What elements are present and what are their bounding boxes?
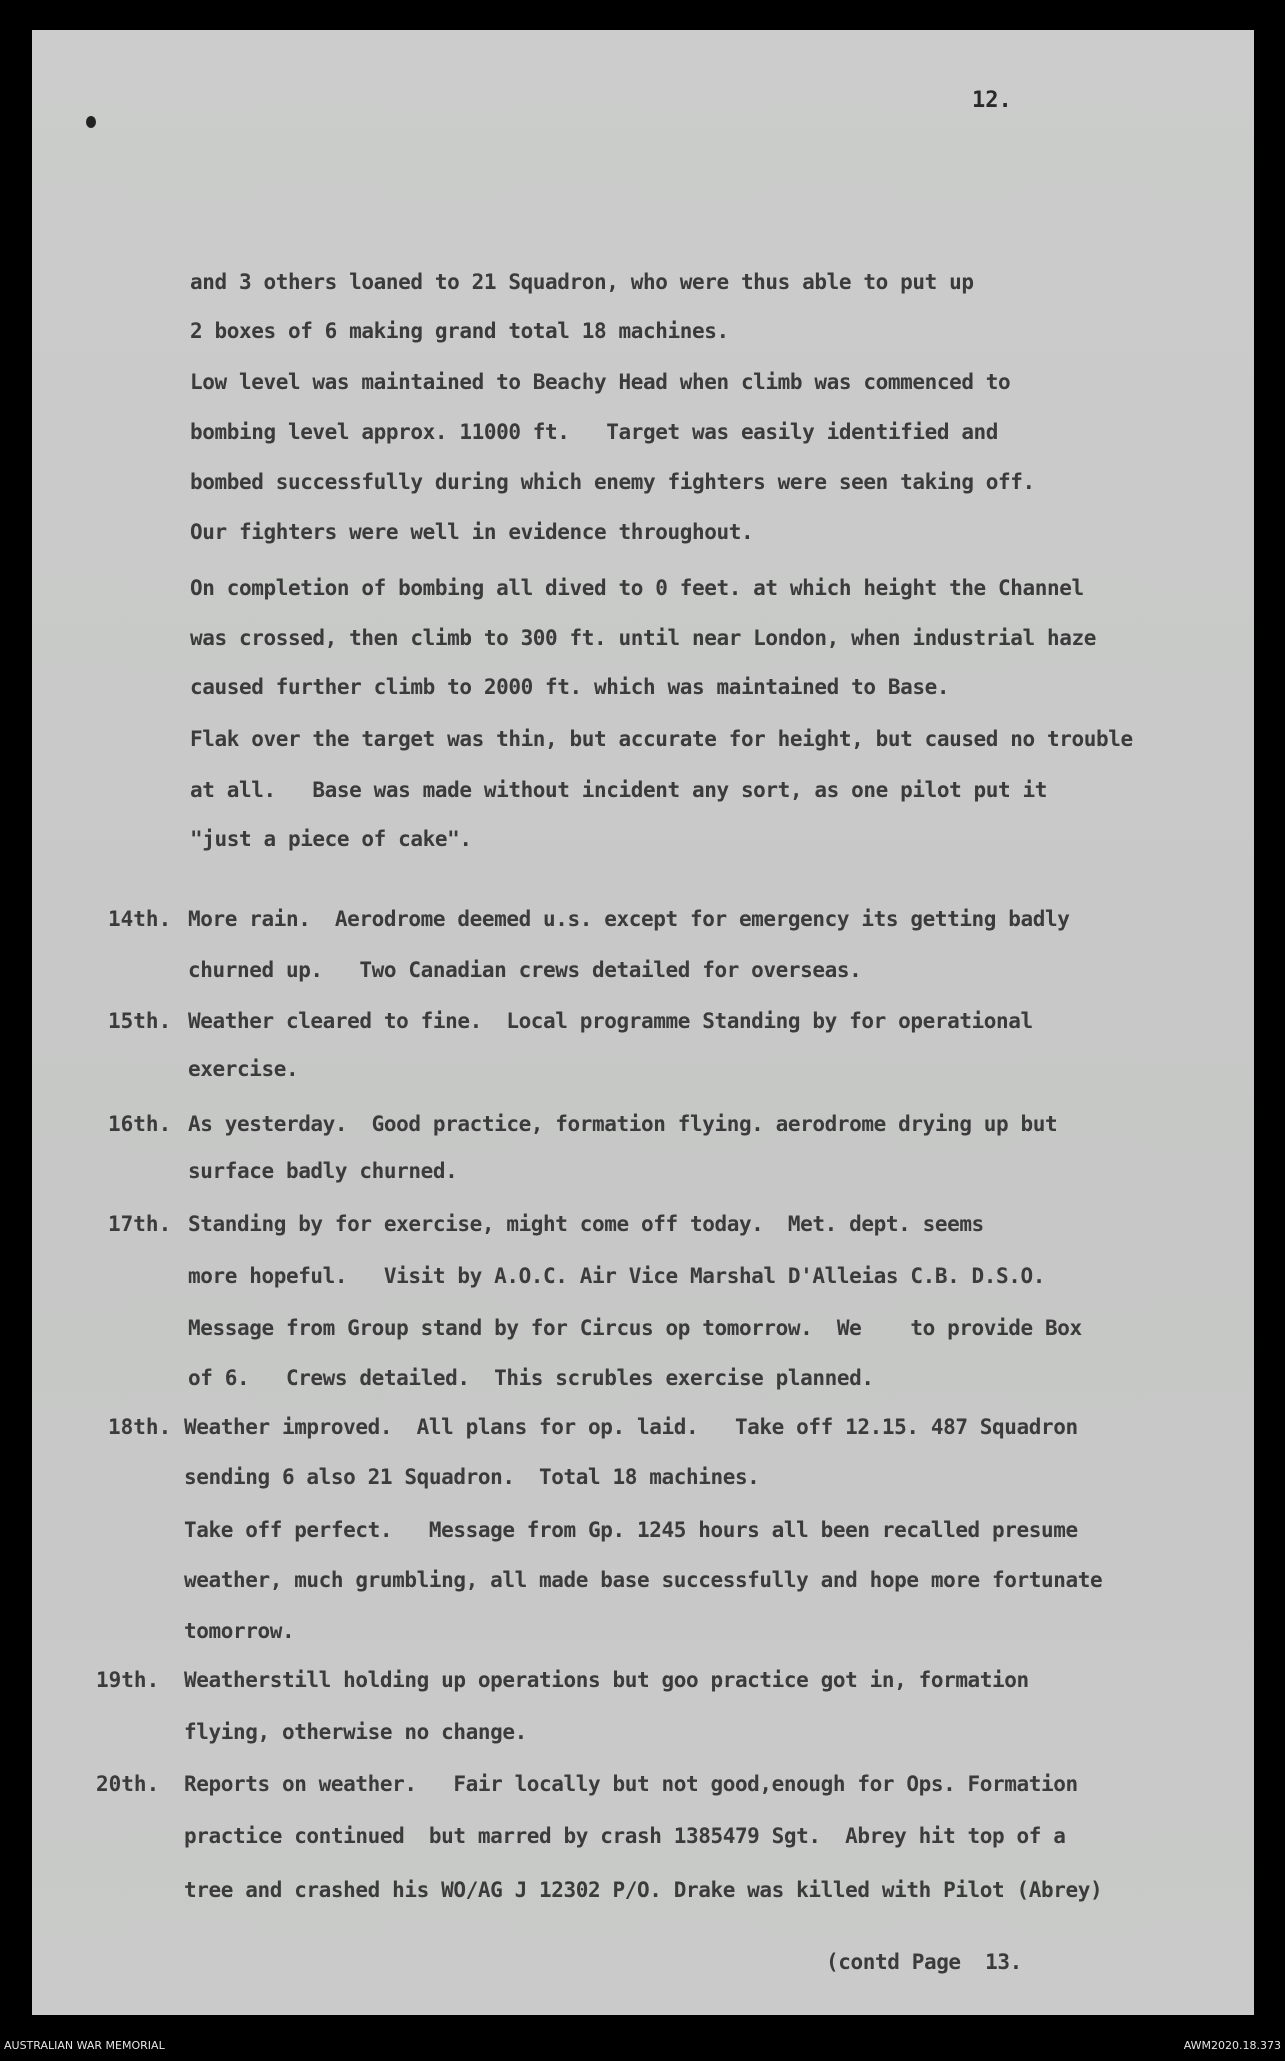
entry-line: flying, otherwise no change.	[184, 1720, 527, 1744]
intro-line: was crossed, then climb to 300 ft. until near London, when industrial haze	[190, 626, 1096, 650]
intro-line: Low level was maintained to Beachy Head when climb was commenced to	[190, 370, 1011, 394]
entry-line: Weatherstill holding up operations but goo practice got in, formation	[184, 1668, 1029, 1692]
entry-line: Message from Group stand by for Circus op tomorrow. We to provide Box	[188, 1316, 1082, 1340]
entry-line: tomorrow.	[184, 1619, 295, 1643]
entry-line: Standing by for exercise, might come off today. Met. dept. seems	[188, 1212, 984, 1236]
entry-line: Reports on weather. Fair locally but not good,enough for Ops. Formation	[184, 1772, 1078, 1796]
entry-date: 20th.	[96, 1772, 160, 1796]
footer-archive-name: AUSTRALIAN WAR MEMORIAL	[4, 2039, 165, 2052]
intro-line: bombing level approx. 11000 ft. Target was easily identified and	[190, 420, 999, 444]
entry-line: As yesterday. Good practice, formation flying. aerodrome drying up but	[188, 1112, 1058, 1136]
entry-line: More rain. Aerodrome deemed u.s. except for emergency its getting badly	[188, 907, 1070, 931]
entry-date: 14th.	[108, 907, 172, 931]
entry-date: 19th.	[96, 1668, 160, 1692]
entry-line: more hopeful. Visit by A.O.C. Air Vice Marshal D'Alleias C.B. D.S.O.	[188, 1264, 1046, 1288]
entry-line: Weather cleared to fine. Local programme Standing by for operational	[188, 1009, 1033, 1033]
intro-line: Flak over the target was thin, but accurate for height, but caused no trouble	[190, 727, 1133, 751]
entry-line: weather, much grumbling, all made base successfully and hope more fortunate	[184, 1568, 1103, 1592]
entry-line: tree and crashed his WO/AG J 12302 P/O. Drake was killed with Pilot (Abrey)	[184, 1878, 1103, 1902]
footer-reference: AWM2020.18.373	[1183, 2039, 1281, 2052]
entry-line: of 6. Crews detailed. This scrubles exercise planned.	[188, 1366, 874, 1390]
entry-date: 16th.	[108, 1112, 172, 1136]
punch-hole-mark	[86, 116, 96, 128]
entry-line: surface badly churned.	[188, 1159, 458, 1183]
intro-line: at all. Base was made without incident any sort, as one pilot put it	[190, 778, 1048, 802]
entry-line: Weather improved. All plans for op. laid. Take off 12.15. 487 Squadron	[184, 1415, 1078, 1439]
page-number: 12.	[972, 88, 1012, 113]
intro-line: caused further climb to 2000 ft. which was maintained to Base.	[190, 675, 950, 699]
entry-line: sending 6 also 21 Squadron. Total 18 machines.	[184, 1465, 760, 1489]
entry-date: 15th.	[108, 1009, 172, 1033]
intro-line: Our fighters were well in evidence throughout.	[190, 520, 754, 544]
entry-line: churned up. Two Canadian crews detailed for overseas.	[188, 958, 862, 982]
intro-line: 2 boxes of 6 making grand total 18 machines.	[190, 319, 729, 343]
continuation-note: (contd Page 13.	[826, 1950, 1022, 1974]
entry-line: exercise.	[188, 1057, 299, 1081]
intro-line: "just a piece of cake".	[190, 827, 472, 851]
entry-date: 18th.	[108, 1415, 172, 1439]
entry-date: 17th.	[108, 1212, 172, 1236]
intro-line: On completion of bombing all dived to 0 feet. at which height the Channel	[190, 576, 1084, 600]
entry-line: Take off perfect. Message from Gp. 1245 hours all been recalled presume	[184, 1518, 1078, 1542]
intro-line: bombed successfully during which enemy fighters were seen taking off.	[190, 470, 1035, 494]
entry-line: practice continued but marred by crash 1385479 Sgt. Abrey hit top of a	[184, 1824, 1066, 1848]
intro-line: and 3 others loaned to 21 Squadron, who were thus able to put up	[190, 270, 974, 294]
